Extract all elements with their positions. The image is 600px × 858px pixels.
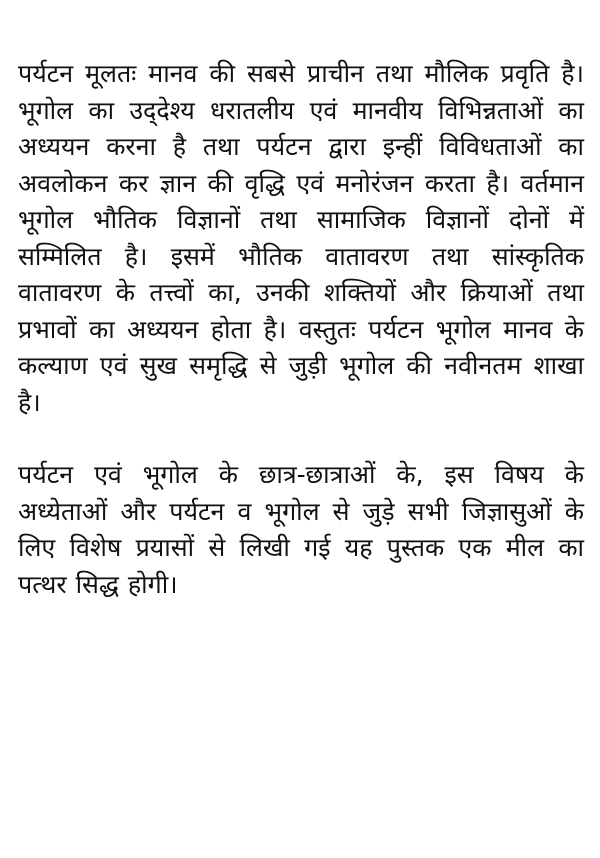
- document-page: [18, 56, 584, 603]
- paragraph-intro: पर्यटन मूलतः मानव की सबसे प्राचीन तथा मौलिक प्रवृति है। भूगोल का उद्‌देश्य धरातलीय एवं मानवीय विभिन्नताओं का अध्ययन करना है तथा पर्यटन द्वारा इन्हीं विविधताओं का अवलोकन कर ज्ञान की वृद्धि एवं मनोरंजन करता है। वर्तमान भूगोल भौतिक विज्ञानों तथा सामाजिक विज्ञानों दोनों में सम्मिलित है। इसमें भौतिक वातावरण तथा सांस्कृतिक वातावरण के तत्त्वों का, उनकी शक्तियों और क्रियाओं तथा प्रभावों का अध्ययन होता है। वस्तुतः पर्यटन भूगोल मानव के कल्याण एवं सुख समृद्धि से जुड़ी भूगोल की नवीनतम शाखा है।: [18, 59, 584, 417]
- paragraph-closing: पर्यटन एवं भूगोल के छात्र-छात्राओं के, इस विषय के अध्येताओं और पर्यटन व भूगोल से जुड़े सभी जिज्ञासुओं के लिए विशेष प्रयासों से लिखी गई यह पुस्तक एक मील का पत्थर सिद्ध होगी।: [18, 460, 584, 599]
